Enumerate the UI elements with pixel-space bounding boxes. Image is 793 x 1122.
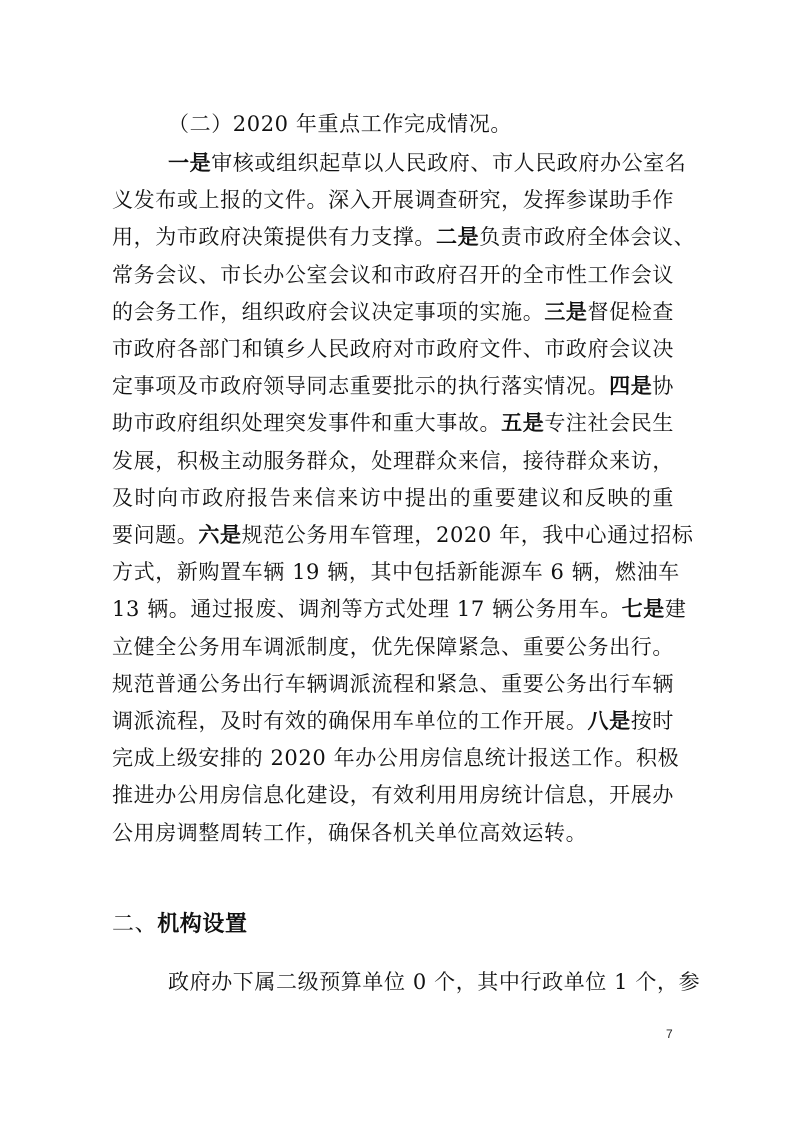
line-text: 市政府各部门和镇乡人民政府对市政府文件、市政府会议决 xyxy=(112,337,674,361)
paragraph-line xyxy=(112,706,674,736)
paragraph-line xyxy=(112,334,674,364)
bold-lead-phrase: 六是 xyxy=(198,522,242,547)
paragraph-line xyxy=(112,520,694,550)
bold-lead-phrase: 二是 xyxy=(436,224,480,249)
paragraph-line xyxy=(112,371,674,401)
line-text: 义发布或上报的文件。深入开展调查研究，发挥参谋助手作 xyxy=(112,188,674,212)
final-paragraph-line: 政府办下属二级预算单位 0 个，其中行政单位 1 个，参 xyxy=(168,970,701,994)
line-text: 发展，积极主动服务群众，处理群众来信，接待群众来访， xyxy=(112,449,674,473)
paragraph-line xyxy=(112,594,687,624)
line-text: 督促检查 xyxy=(587,300,674,324)
line-text: 公用房调整周转工作，确保各机关单位高效运转。 xyxy=(112,821,588,845)
bold-lead-phrase: 五是 xyxy=(501,410,545,435)
line-text: 建 xyxy=(664,597,687,621)
paragraph-line xyxy=(112,780,674,810)
page-number: 7 xyxy=(666,1027,673,1041)
line-text: 完成上级安排的 2020 年办公用房信息统计报送工作。积极 xyxy=(112,746,680,770)
paragraph-line xyxy=(112,185,674,215)
bold-lead-phrase: 八是 xyxy=(587,708,631,733)
paragraph-line xyxy=(112,669,674,699)
paragraph-line xyxy=(112,483,674,513)
paragraph-line xyxy=(168,148,687,178)
bold-lead-phrase: 四是 xyxy=(609,373,653,398)
paragraph-line xyxy=(112,818,674,848)
line-text: 的会务工作，组织政府会议决定事项的实施。 xyxy=(112,300,545,324)
line-text: 负责市政府全体会议、 xyxy=(479,225,696,249)
line-text: 审核或组织起草以人民政府、市人民政府办公室名 xyxy=(211,151,687,175)
paragraph-line xyxy=(112,557,680,587)
line-text: 规范普通公务出行车辆调派流程和紧急、重要公务出行车辆 xyxy=(112,672,674,696)
section-heading xyxy=(112,909,674,940)
bold-lead-phrase: 一是 xyxy=(168,150,212,175)
section-heading-title: 机构设置 xyxy=(157,911,248,937)
paragraph-line xyxy=(112,743,680,773)
bold-lead-phrase: 七是 xyxy=(621,596,665,621)
line-text: 定事项及市政府领导同志重要批示的执行落实情况。 xyxy=(112,374,610,398)
line-text: 规范公务用车管理，2020 年，我中心通过招标 xyxy=(241,523,694,547)
paragraph-line xyxy=(112,408,674,438)
paragraph-line xyxy=(112,446,674,476)
paragraph-line xyxy=(112,260,674,290)
paragraph-line xyxy=(112,222,696,252)
section-heading-prefix: 二、 xyxy=(112,912,158,937)
line-text: 常务会议、市长办公室会议和市政府召开的全市性工作会议 xyxy=(112,263,674,287)
line-text: 助市政府组织处理突发事件和重大事故。 xyxy=(112,411,502,435)
paragraph-line xyxy=(112,632,674,662)
line-text: 用，为市政府决策提供有力支撑。 xyxy=(112,225,436,249)
line-text: 推进办公用房信息化建设，有效利用用房统计信息，开展办 xyxy=(112,783,674,807)
subsection-title: （二）2020 年重点工作完成情况。 xyxy=(168,112,512,136)
line-text: 按时 xyxy=(630,709,674,733)
line-text: 立健全公务用车调派制度，优先保障紧急、重要公务出行。 xyxy=(112,635,674,659)
line-text: 要问题。 xyxy=(112,523,199,547)
line-text: 协 xyxy=(652,374,674,398)
line-text: 调派流程，及时有效的确保用车单位的工作开展。 xyxy=(112,709,588,733)
line-text: 13 辆。通过报废、调剂等方式处理 17 辆公务用车。 xyxy=(112,597,622,621)
paragraph-line xyxy=(112,297,674,327)
line-text: 方式，新购置车辆 19 辆，其中包括新能源车 6 辆，燃油车 xyxy=(112,560,680,584)
line-text: 及时向市政府报告来信来访中提出的重要建议和反映的重 xyxy=(112,486,674,510)
bold-lead-phrase: 三是 xyxy=(544,299,588,324)
line-text: 专注社会民生 xyxy=(544,411,674,435)
